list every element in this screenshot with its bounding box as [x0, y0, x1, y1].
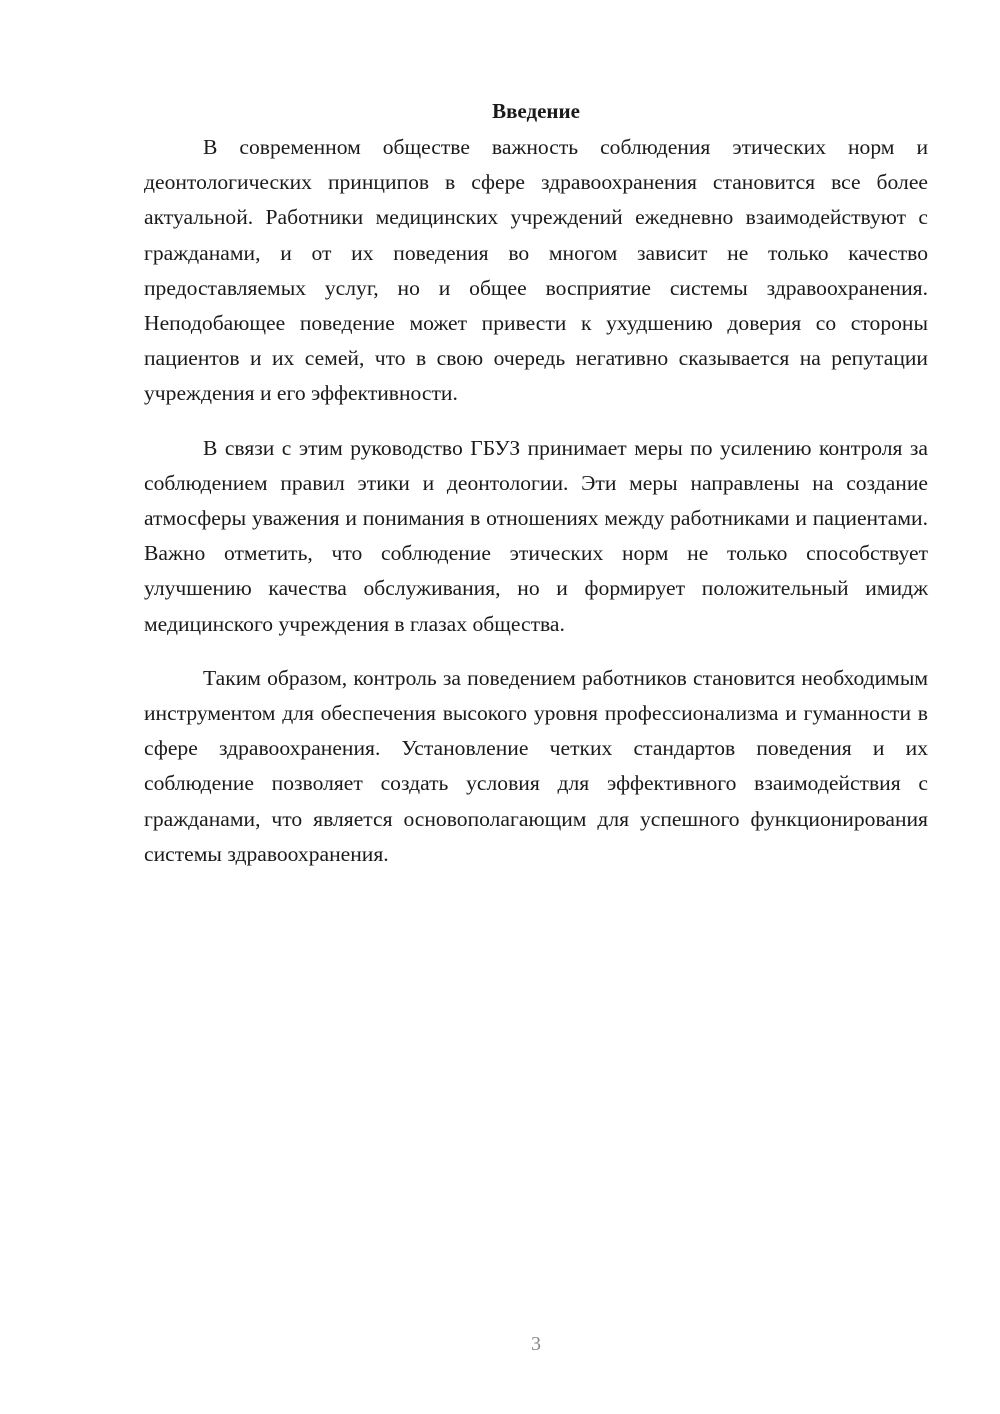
- paragraph: В связи с этим руководство ГБУЗ принимает меры по усилению контроля за соблюдением правил этики и деонтологии. Эти меры направлены на создание атмосферы уважения и понимания в отношениях между работниками и пациентами. Важно отметить, что соблюдение этических норм не только способствует улучшению качества обслуживания, но и формирует положительный имидж медицинского учреждения в глазах общества.: [144, 435, 928, 636]
- paragraph: В современном обществе важность соблюдения этических норм и деонтологических принципов в сфере здравоохранения становится все более актуальной. Работники медицинских учреждений ежедневно взаимодействуют с гражданами, и от их поведения во многом зависит не только качество предоставляемых услуг, но и общее восприятие системы здравоохранения. Неподобающее поведение может привести к ухудшению доверия со стороны пациентов и их семей, что в свою очередь негативно сказывается на репутации учреждения и его эффективности.: [144, 135, 928, 406]
- section-heading: Введение: [492, 99, 580, 123]
- paragraph: Таким образом, контроль за поведением работников становится необходимым инструментом для обеспечения высокого уровня профессионализма и гуманности в сфере здравоохранения. Установление четких стандартов поведения и их соблюдение позволяет создать условия для эффективного взаимодействия с гражданами, что является основополагающим для успешного функционирования системы здравоохранения.: [144, 665, 928, 866]
- page-content: [144, 96, 928, 891]
- page-number: 3: [531, 1333, 541, 1355]
